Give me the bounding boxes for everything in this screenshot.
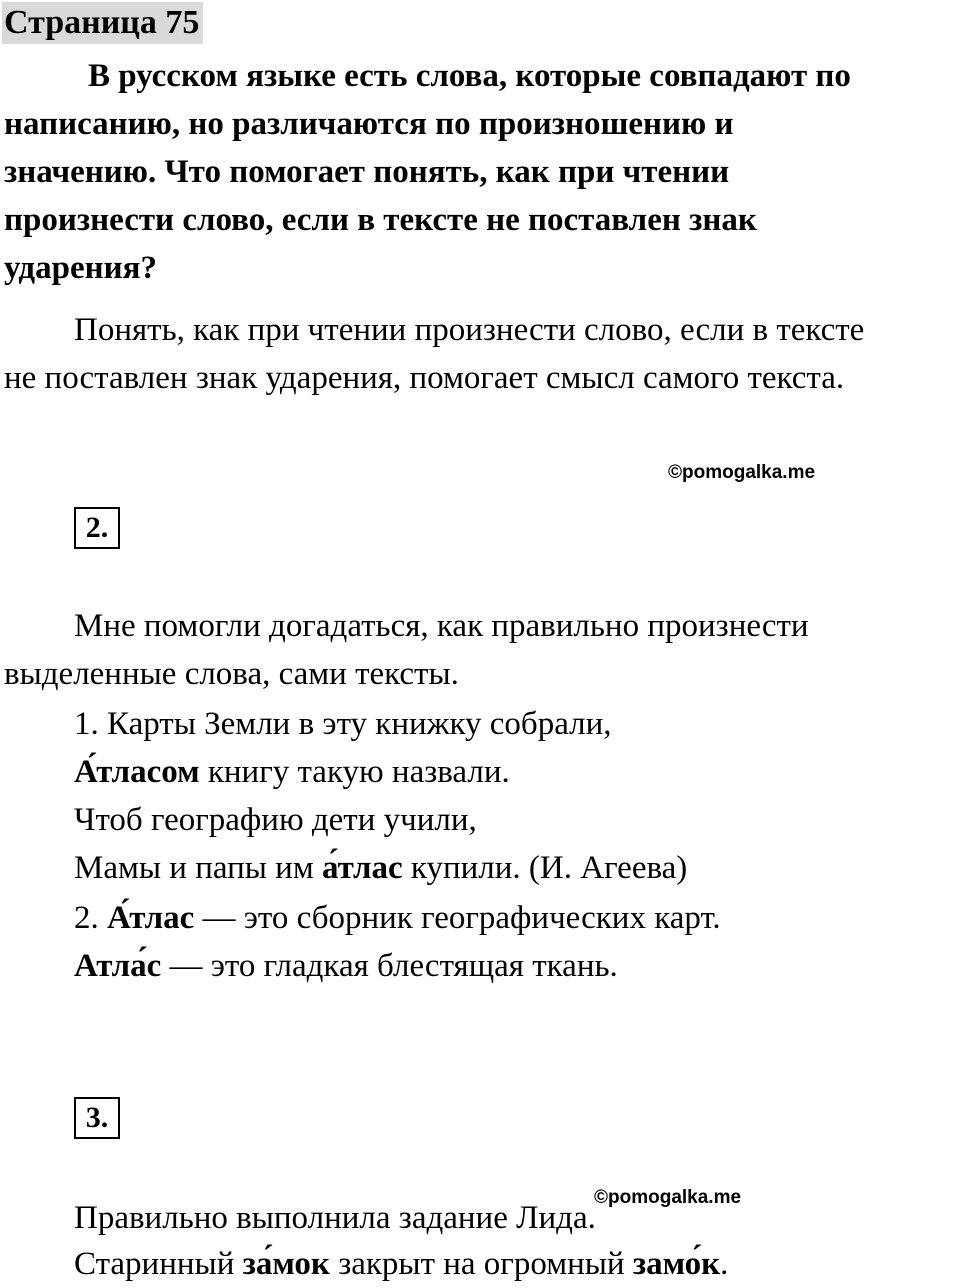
poem-line-4-end: купили. (И. Агеева) — [402, 850, 688, 886]
definition-1-rest: — это сборник географических карт. — [194, 900, 721, 936]
poem-line-2-rest: книгу такую назвали. — [199, 754, 510, 790]
stressed-word-atlas-fabric: Атла́с — [74, 948, 162, 984]
poem-line-2 — [74, 748, 510, 796]
task-number-3: 3. — [74, 1097, 120, 1139]
poem-line-3: Чтоб географию дети учили, — [74, 802, 477, 838]
question-line-1: В русском языке есть слова, которые совпадают по — [88, 58, 851, 94]
question-line-3: значению. Что помогает понять, как при чтении — [4, 154, 730, 190]
poem-line-4-start: Мамы и папы им — [74, 850, 322, 886]
stressed-word-atlas: а́тлас — [321, 850, 403, 886]
poem-line-1: 1. Карты Земли в эту книжку собрали, — [74, 706, 612, 742]
task2-intro-line-1: Мне помогли догадаться, как правильно произнести — [74, 608, 809, 644]
answer1-line-2: не поставлен знак ударения, помогает смысл самого текста. — [4, 360, 845, 396]
definition-line-1 — [74, 894, 721, 942]
stressed-word-zamok-lock: замо́к — [632, 1246, 721, 1282]
page-title: Страница 75 — [2, 2, 203, 44]
poem-line-4 — [74, 844, 687, 892]
question-line-5: ударения? — [4, 250, 157, 286]
definition-line-2 — [74, 942, 618, 990]
task3-line-1: Правильно выполнила задание Лида. — [74, 1200, 596, 1236]
definition-number: 2. — [74, 900, 107, 936]
watermark-text-2: ©pomogalka.me — [594, 1187, 742, 1208]
definition-2-rest: — это гладкая блестящая ткань. — [161, 948, 618, 984]
watermark-text: ©pomogalka.me — [668, 462, 816, 483]
stressed-word-zamok-castle: за́мок — [242, 1246, 330, 1282]
answer1-line-1: Понять, как при чтении произнести слово, если в тексте — [74, 312, 865, 348]
task3-line-2-end: . — [720, 1246, 729, 1282]
task-number-2: 2. — [74, 507, 120, 549]
task3-line-2 — [74, 1240, 728, 1288]
task3-line-2-middle: закрыт на огромный — [329, 1246, 633, 1282]
question-line-2: написанию, но различаются по произношению и — [4, 106, 734, 142]
stressed-word-atlasom: А́тласом — [74, 754, 200, 790]
stressed-word-atlas-map: А́тлас — [107, 900, 195, 936]
question-line-4: произнести слово, если в тексте не поставлен знак — [4, 202, 757, 238]
task3-line-2-start: Старинный — [74, 1246, 243, 1282]
task2-intro-line-2: выделенные слова, сами тексты. — [4, 656, 459, 692]
